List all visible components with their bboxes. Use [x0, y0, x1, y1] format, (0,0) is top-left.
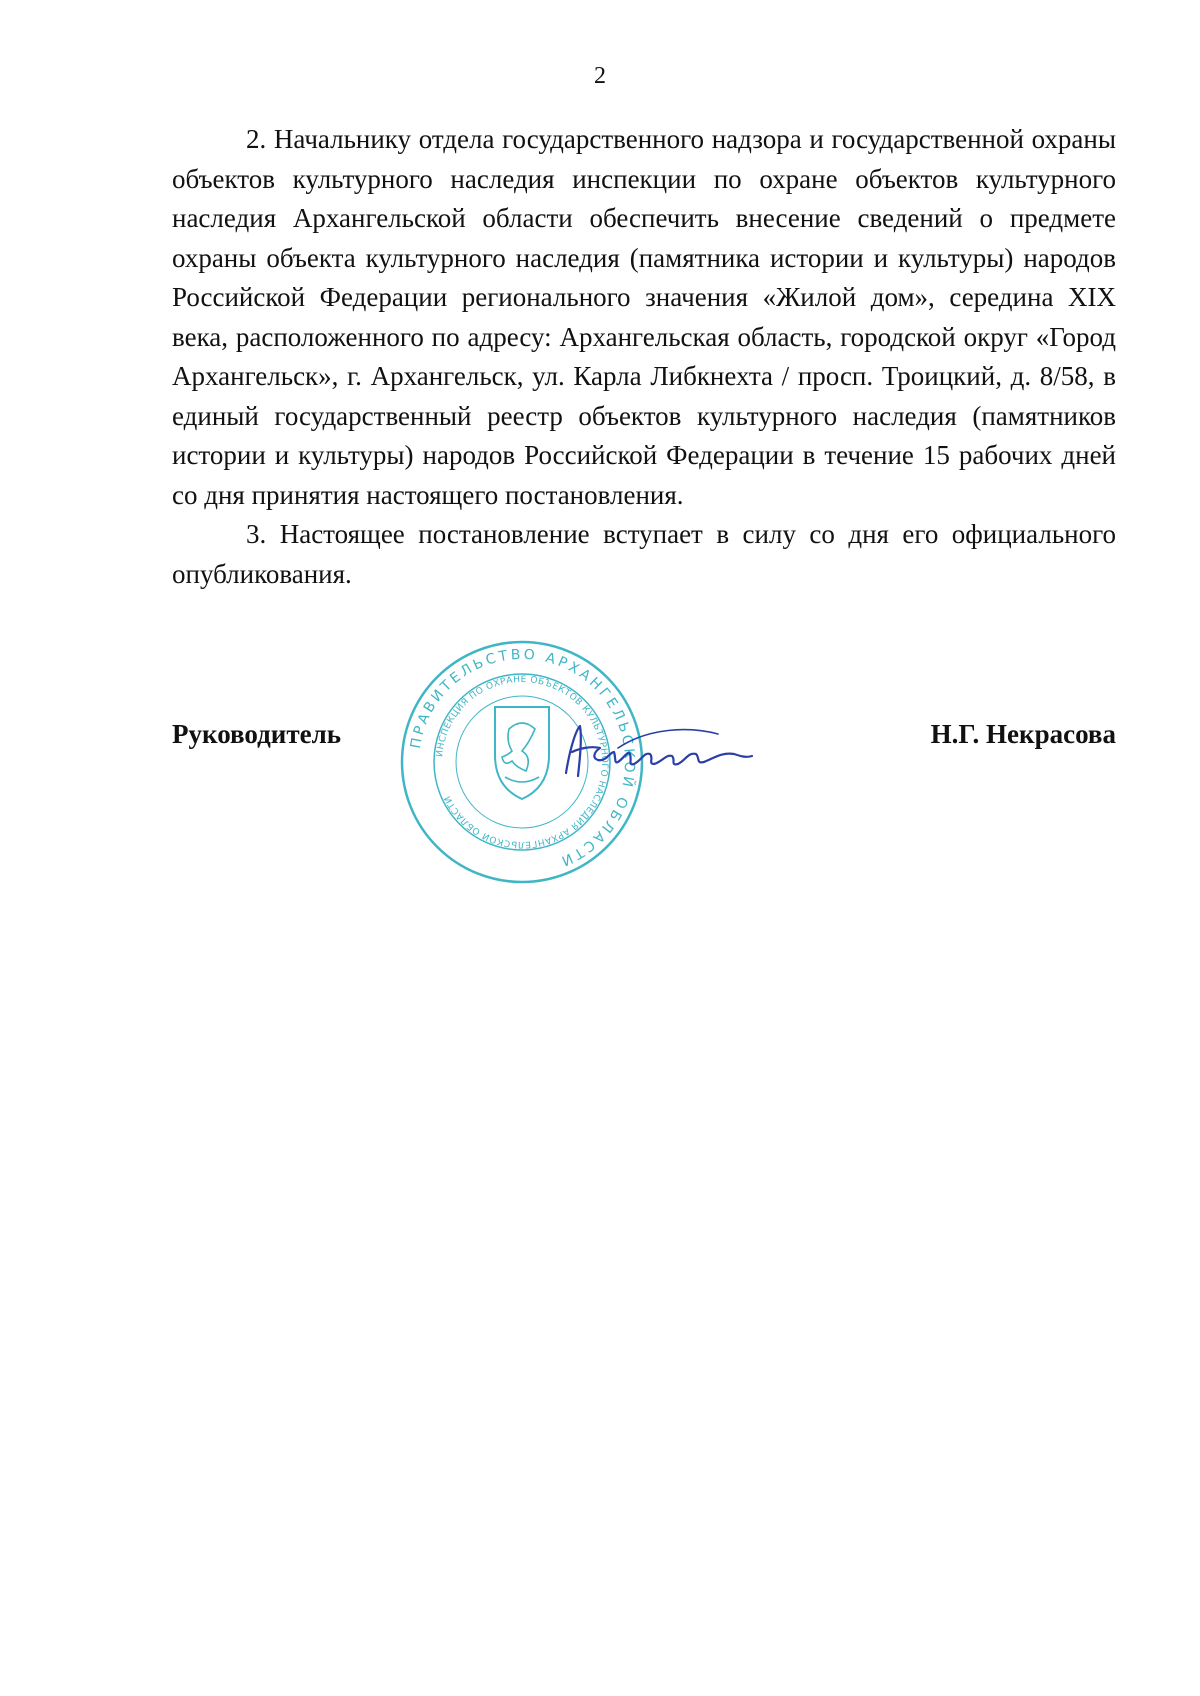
document-body: [172, 120, 1116, 594]
paragraph-2: 2. Начальнику отдела государственного надзора и государственной охраны объектов культурного наследия инспекции по охране объектов культурного наследия Архангельской области обеспечить внесение сведений о предмете охраны объекта культурного наследия (памятника истории и культуры) народов Российской Федерации регионального значения «Жилой дом», середина XIX века, расположенного по адресу: Архангельская область, городской округ «Город Архангельск», г. Архангельск, ул. Карла Либкнехта / просп. Троицкий, д. 8/58, в единый государственный реестр объектов культурного наследия (памятников истории и культуры) народов Российской Федерации в течение 15 рабочих дней со дня принятия настоящего постановления.: [172, 124, 1116, 510]
paragraph-3: 3. Настоящее постановление вступает в силу со дня его официального опубликования.: [172, 519, 1116, 589]
signatory-title: Руководитель: [172, 719, 342, 749]
signature-block: [172, 716, 1116, 756]
seal-outer-text: ПРАВИТЕЛЬСТВО АРХАНГЕЛЬСКОЙ ОБЛАСТИ: [407, 646, 638, 870]
seal-inner-text: ИНСПЕКЦИЯ ПО ОХРАНЕ ОБЪЕКТОВ КУЛЬТУРНОГО НАСЛЕДИЯ АРХАНГЕЛЬСКОЙ ОБЛАСТИ: [435, 674, 610, 850]
page-number: 2: [594, 63, 606, 89]
signatory-name: Н.Г. Некрасова: [930, 719, 1116, 749]
